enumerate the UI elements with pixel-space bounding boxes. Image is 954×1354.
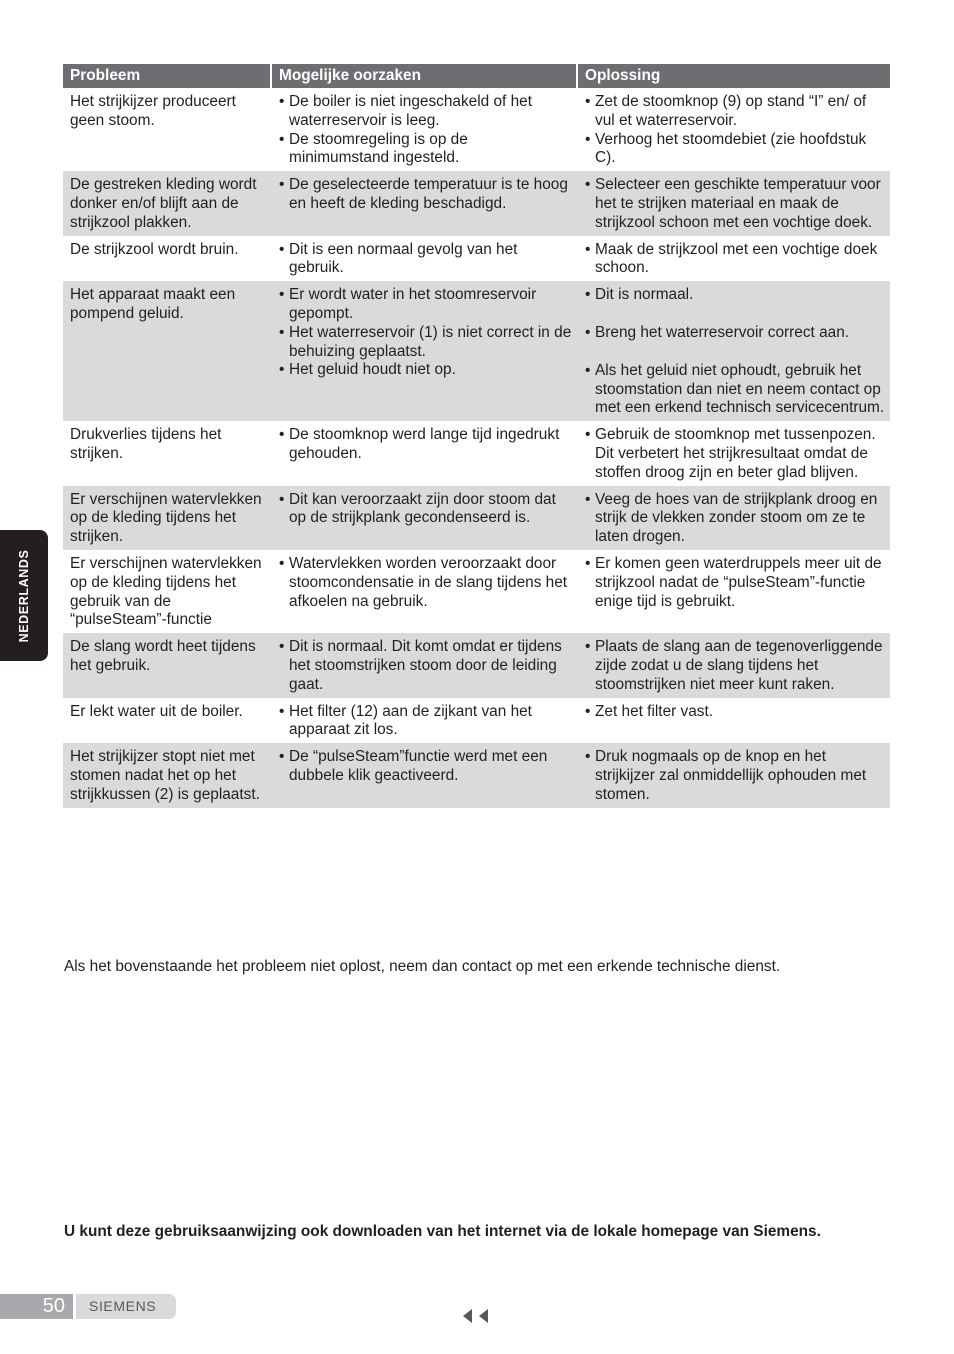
back-arrows-icon[interactable] (462, 1308, 492, 1324)
solution-item: • Zet het filter vast. (585, 703, 886, 722)
table-row (63, 88, 890, 171)
page-number: 50 (42, 1295, 65, 1317)
table-row (63, 281, 890, 421)
brand-name: SIEMENS (89, 1298, 157, 1314)
cause-item: • De “pulseSteam”functie werd met een dubbele klik geactiveerd. (279, 748, 572, 786)
language-side-tab (0, 530, 48, 661)
causes-cell (270, 421, 576, 485)
header-problem: Probleem (63, 64, 270, 88)
solution-item: • Selecteer een geschikte temperatuur voor het te strijken materiaal en maak de strijkzool schoon met een vochtige doek. (585, 176, 886, 232)
causes-cell (270, 88, 576, 171)
solution-item: • Als het geluid niet ophoudt, gebruik het stoomstation dan niet en neem contact op met een erkend technisch servicecentrum. (585, 362, 886, 418)
solution-cell (576, 171, 890, 235)
solution-cell (576, 236, 890, 282)
cause-item: • Het geluid houdt niet op. (279, 361, 572, 380)
table-row (63, 421, 890, 485)
causes-cell (270, 743, 576, 807)
problem-cell: De gestreken kleding wordt donker en/of blijft aan de strijkzool plakken. (63, 171, 270, 235)
cause-item: • De geselecteerde temperatuur is te hoog en heeft de kleding beschadigd. (279, 176, 572, 214)
cause-item: • Dit kan veroorzaakt zijn door stoom dat op de strijkplank gecondenseerd is. (279, 491, 572, 529)
causes-cell (270, 236, 576, 282)
solution-cell (576, 281, 890, 421)
causes-cell (270, 633, 576, 697)
problem-cell: Het strijkijzer produceert geen stoom. (63, 88, 270, 171)
table-row (63, 550, 890, 633)
problem-cell: Het apparaat maakt een pompend geluid. (63, 281, 270, 421)
cause-item: • Dit is normaal. Dit komt omdat er tijdens het stoomstrijken stoom door de leiding gaat. (279, 638, 572, 694)
solution-cell (576, 633, 890, 697)
table-row (63, 633, 890, 697)
table-row (63, 236, 890, 282)
solution-cell (576, 743, 890, 807)
problem-cell: Drukverlies tijdens het strijken. (63, 421, 270, 485)
solution-item: • Gebruik de stoomknop met tussenpozen. Dit verbetert het strijkresultaat omdat de stoffen droog zijn en beter glad blijven. (585, 426, 886, 482)
solution-item: • Zet de stoomknop (9) op stand “I” en/ of vul et waterreservoir. (585, 93, 886, 131)
troubleshooting-table (63, 64, 890, 808)
solution-item: • Maak de strijkzool met een vochtige doek schoon. (585, 241, 886, 279)
solution-item: • Er komen geen waterdruppels meer uit de strijkzool nadat de “pulseSteam”-functie enige tijd is gebruikt. (585, 555, 886, 611)
table-header-row (63, 64, 890, 88)
cause-item: • De boiler is niet ingeschakeld of het waterreservoir is leeg. (279, 93, 572, 131)
cause-item: • Dit is een normaal gevolg van het gebruik. (279, 241, 572, 279)
cause-item: • Watervlekken worden veroorzaakt door stoomcondensatie in de slang tijdens het afkoelen na gebruik. (279, 555, 572, 611)
table-row (63, 698, 890, 744)
language-label: NEDERLANDS (17, 549, 31, 642)
causes-cell (270, 486, 576, 550)
problem-cell: Er lekt water uit de boiler. (63, 698, 270, 744)
solution-cell (576, 550, 890, 633)
header-solution: Oplossing (576, 64, 890, 88)
service-note: Als het bovenstaande het probleem niet oplost, neem dan contact op met een erkende technische dienst. (64, 958, 781, 975)
table-row (63, 486, 890, 550)
cause-item: • De stoomregeling is op de minimumstand ingesteld. (279, 131, 572, 169)
problem-cell: De strijkzool wordt bruin. (63, 236, 270, 282)
solution-item: • Veeg de hoes van de strijkplank droog en strijk de vlekken zonder stoom om ze te laten drogen. (585, 491, 886, 547)
problem-cell: Het strijkijzer stopt niet met stomen nadat het op het strijkkussen (2) is geplaatst. (63, 743, 270, 807)
solution-cell (576, 88, 890, 171)
solution-item: • Verhoog het stoomdebiet (zie hoofdstuk C). (585, 131, 886, 169)
page-number-tab (0, 1294, 73, 1319)
problem-cell: Er verschijnen watervlekken op de kleding tijdens het strijken. (63, 486, 270, 550)
table-row (63, 171, 890, 235)
cause-item: • De stoomknop werd lange tijd ingedrukt gehouden. (279, 426, 572, 464)
causes-cell (270, 281, 576, 421)
solution-item: • Druk nogmaals op de knop en het strijkijzer zal onmiddellijk ophouden met stomen. (585, 748, 886, 804)
solution-cell (576, 421, 890, 485)
cause-item: • Er wordt water in het stoomreservoir gepompt. (279, 286, 572, 324)
download-note: U kunt deze gebruiksaanwijzing ook downloaden van het internet via de lokale homepage van Siemens. (64, 1223, 821, 1240)
problem-cell: De slang wordt heet tijdens het gebruik. (63, 633, 270, 697)
brand-tab (76, 1294, 176, 1319)
solution-cell (576, 698, 890, 744)
header-causes: Mogelijke oorzaken (270, 64, 576, 88)
problem-cell: Er verschijnen watervlekken op de kleding tijdens het gebruik van de “pulseSteam”-functie (63, 550, 270, 633)
cause-item: • Het waterreservoir (1) is niet correct in de behuizing geplaatst. (279, 324, 572, 362)
solution-item: • Breng het waterreservoir correct aan. (585, 324, 886, 343)
causes-cell (270, 171, 576, 235)
solution-cell (576, 486, 890, 550)
causes-cell (270, 698, 576, 744)
causes-cell (270, 550, 576, 633)
table-row (63, 743, 890, 807)
solution-item: • Dit is normaal. (585, 286, 886, 305)
solution-item: • Plaats de slang aan de tegenoverliggende zijde zodat u de slang tijdens het stoomstrijken niet meer kunt raken. (585, 638, 886, 694)
cause-item: • Het filter (12) aan de zijkant van het apparaat zit los. (279, 703, 572, 741)
